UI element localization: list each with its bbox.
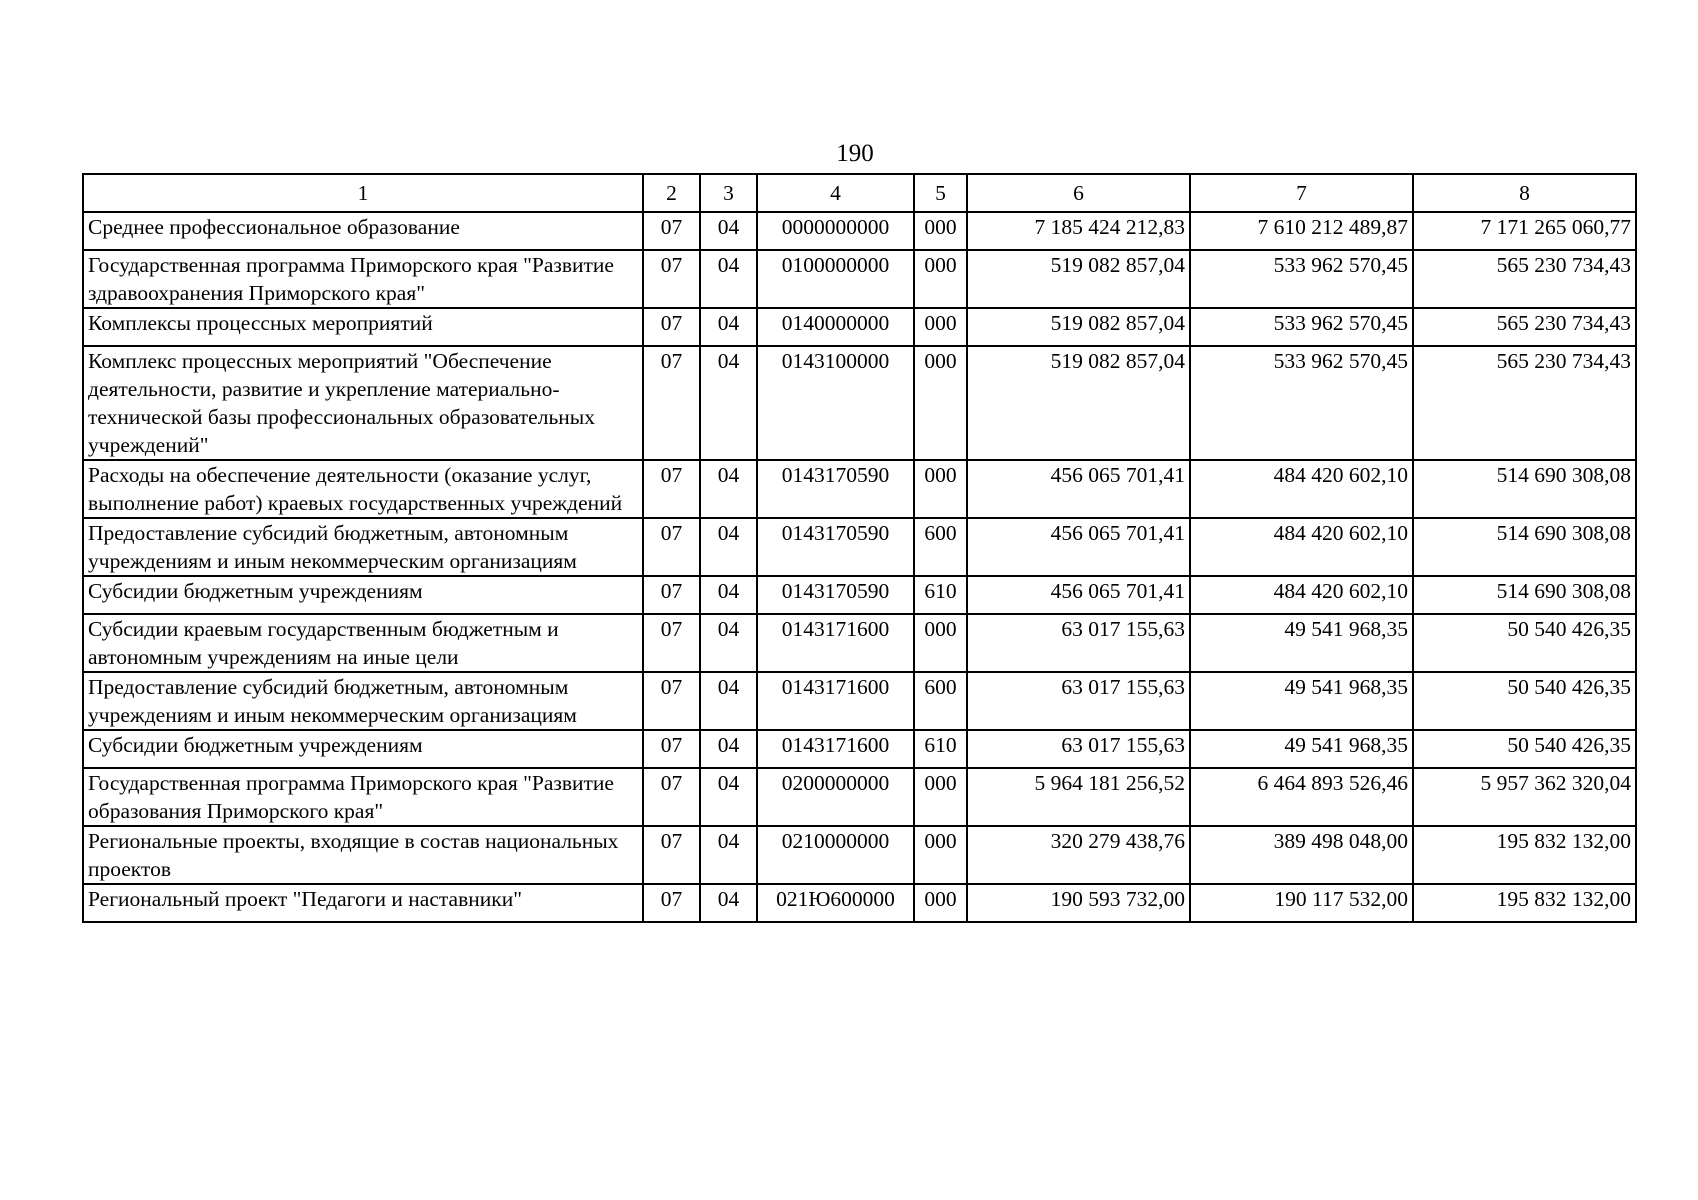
table-row: [83, 576, 1636, 614]
table-header-row: [83, 174, 1636, 212]
subsection-code: 04: [700, 614, 757, 672]
item-name: Субсидии бюджетным учреждениям: [83, 576, 643, 614]
section-code: 07: [643, 346, 700, 460]
table-row: [83, 730, 1636, 768]
item-name: Субсидии краевым государственным бюджетным и автономным учреждениям на иные цели: [83, 614, 643, 672]
amount-col-8: 195 832 132,00: [1413, 826, 1636, 884]
subsection-code: 04: [700, 308, 757, 346]
table-row: [83, 768, 1636, 826]
section-code: 07: [643, 826, 700, 884]
subsection-code: 04: [700, 212, 757, 250]
subsection-code: 04: [700, 730, 757, 768]
target-article-code: 0000000000: [757, 212, 914, 250]
item-name: Региональный проект "Педагоги и наставники": [83, 884, 643, 922]
section-code: 07: [643, 768, 700, 826]
amount-col-8: 50 540 426,35: [1413, 730, 1636, 768]
amount-col-8: 7 171 265 060,77: [1413, 212, 1636, 250]
target-article-code: 021Ю600000: [757, 884, 914, 922]
amount-col-8: 514 690 308,08: [1413, 460, 1636, 518]
subsection-code: 04: [700, 672, 757, 730]
amount-col-7: 533 962 570,45: [1190, 250, 1413, 308]
subsection-code: 04: [700, 518, 757, 576]
expense-type-code: 000: [914, 884, 967, 922]
target-article-code: 0143100000: [757, 346, 914, 460]
amount-col-6: 519 082 857,04: [967, 346, 1190, 460]
amount-col-8: 5 957 362 320,04: [1413, 768, 1636, 826]
amount-col-7: 533 962 570,45: [1190, 308, 1413, 346]
expense-type-code: 600: [914, 518, 967, 576]
target-article-code: 0210000000: [757, 826, 914, 884]
item-name: Субсидии бюджетным учреждениям: [83, 730, 643, 768]
target-article-code: 0143170590: [757, 518, 914, 576]
item-name: Предоставление субсидий бюджетным, автономным учреждениям и иным некоммерческим организациям: [83, 518, 643, 576]
amount-col-7: 49 541 968,35: [1190, 730, 1413, 768]
item-name: Государственная программа Приморского края "Развитие здравоохранения Приморского края": [83, 250, 643, 308]
target-article-code: 0200000000: [757, 768, 914, 826]
table-row: [83, 308, 1636, 346]
amount-col-7: 190 117 532,00: [1190, 884, 1413, 922]
subsection-code: 04: [700, 576, 757, 614]
target-article-code: 0143171600: [757, 672, 914, 730]
table-row: [83, 884, 1636, 922]
subsection-code: 04: [700, 768, 757, 826]
amount-col-7: 484 420 602,10: [1190, 460, 1413, 518]
subsection-code: 04: [700, 460, 757, 518]
section-code: 07: [643, 576, 700, 614]
amount-col-7: 484 420 602,10: [1190, 518, 1413, 576]
expense-type-code: 600: [914, 672, 967, 730]
section-code: 07: [643, 212, 700, 250]
column-header-8: 8: [1413, 174, 1636, 212]
expense-type-code: 610: [914, 576, 967, 614]
amount-col-7: 389 498 048,00: [1190, 826, 1413, 884]
expense-type-code: 000: [914, 768, 967, 826]
amount-col-7: 6 464 893 526,46: [1190, 768, 1413, 826]
table-row: [83, 518, 1636, 576]
amount-col-7: 7 610 212 489,87: [1190, 212, 1413, 250]
column-header-7: 7: [1190, 174, 1413, 212]
item-name: Региональные проекты, входящие в состав национальных проектов: [83, 826, 643, 884]
amount-col-8: 50 540 426,35: [1413, 672, 1636, 730]
column-header-5: 5: [914, 174, 967, 212]
column-header-1: 1: [83, 174, 643, 212]
amount-col-7: 484 420 602,10: [1190, 576, 1413, 614]
column-header-2: 2: [643, 174, 700, 212]
table-row: [83, 212, 1636, 250]
item-name: Государственная программа Приморского края "Развитие образования Приморского края": [83, 768, 643, 826]
amount-col-7: 49 541 968,35: [1190, 614, 1413, 672]
page-number: 190: [836, 140, 874, 167]
item-name: Комплексы процессных мероприятий: [83, 308, 643, 346]
target-article-code: 0143171600: [757, 614, 914, 672]
item-name: Комплекс процессных мероприятий "Обеспечение деятельности, развитие и укрепление материально-технической базы профессиональных образовательных учреждений": [83, 346, 643, 460]
column-header-6: 6: [967, 174, 1190, 212]
item-name: Расходы на обеспечение деятельности (оказание услуг, выполнение работ) краевых государственных учреждений: [83, 460, 643, 518]
table-row: [83, 250, 1636, 308]
amount-col-8: 514 690 308,08: [1413, 518, 1636, 576]
amount-col-7: 49 541 968,35: [1190, 672, 1413, 730]
expense-type-code: 000: [914, 212, 967, 250]
amount-col-6: 456 065 701,41: [967, 460, 1190, 518]
section-code: 07: [643, 730, 700, 768]
expense-type-code: 000: [914, 346, 967, 460]
amount-col-6: 63 017 155,63: [967, 730, 1190, 768]
amount-col-6: 190 593 732,00: [967, 884, 1190, 922]
subsection-code: 04: [700, 884, 757, 922]
budget-table: [82, 173, 1637, 923]
amount-col-8: 565 230 734,43: [1413, 308, 1636, 346]
amount-col-6: 456 065 701,41: [967, 576, 1190, 614]
target-article-code: 0140000000: [757, 308, 914, 346]
expense-type-code: 000: [914, 614, 967, 672]
amount-col-6: 519 082 857,04: [967, 308, 1190, 346]
amount-col-7: 533 962 570,45: [1190, 346, 1413, 460]
subsection-code: 04: [700, 250, 757, 308]
target-article-code: 0143170590: [757, 460, 914, 518]
section-code: 07: [643, 884, 700, 922]
table-row: [83, 346, 1636, 460]
item-name: Среднее профессиональное образование: [83, 212, 643, 250]
subsection-code: 04: [700, 346, 757, 460]
item-name: Предоставление субсидий бюджетным, автономным учреждениям и иным некоммерческим организациям: [83, 672, 643, 730]
amount-col-6: 7 185 424 212,83: [967, 212, 1190, 250]
subsection-code: 04: [700, 826, 757, 884]
amount-col-8: 565 230 734,43: [1413, 250, 1636, 308]
amount-col-6: 320 279 438,76: [967, 826, 1190, 884]
expense-type-code: 000: [914, 460, 967, 518]
column-header-4: 4: [757, 174, 914, 212]
amount-col-6: 63 017 155,63: [967, 672, 1190, 730]
expense-type-code: 610: [914, 730, 967, 768]
section-code: 07: [643, 250, 700, 308]
column-header-3: 3: [700, 174, 757, 212]
table-row: [83, 672, 1636, 730]
expense-type-code: 000: [914, 250, 967, 308]
amount-col-6: 456 065 701,41: [967, 518, 1190, 576]
amount-col-6: 519 082 857,04: [967, 250, 1190, 308]
section-code: 07: [643, 518, 700, 576]
target-article-code: 0143171600: [757, 730, 914, 768]
table-row: [83, 826, 1636, 884]
section-code: 07: [643, 460, 700, 518]
expense-type-code: 000: [914, 826, 967, 884]
table-row: [83, 460, 1636, 518]
amount-col-8: 514 690 308,08: [1413, 576, 1636, 614]
amount-col-6: 63 017 155,63: [967, 614, 1190, 672]
amount-col-6: 5 964 181 256,52: [967, 768, 1190, 826]
section-code: 07: [643, 614, 700, 672]
expense-type-code: 000: [914, 308, 967, 346]
section-code: 07: [643, 672, 700, 730]
amount-col-8: 195 832 132,00: [1413, 884, 1636, 922]
section-code: 07: [643, 308, 700, 346]
amount-col-8: 50 540 426,35: [1413, 614, 1636, 672]
amount-col-8: 565 230 734,43: [1413, 346, 1636, 460]
table-row: [83, 614, 1636, 672]
target-article-code: 0143170590: [757, 576, 914, 614]
target-article-code: 0100000000: [757, 250, 914, 308]
